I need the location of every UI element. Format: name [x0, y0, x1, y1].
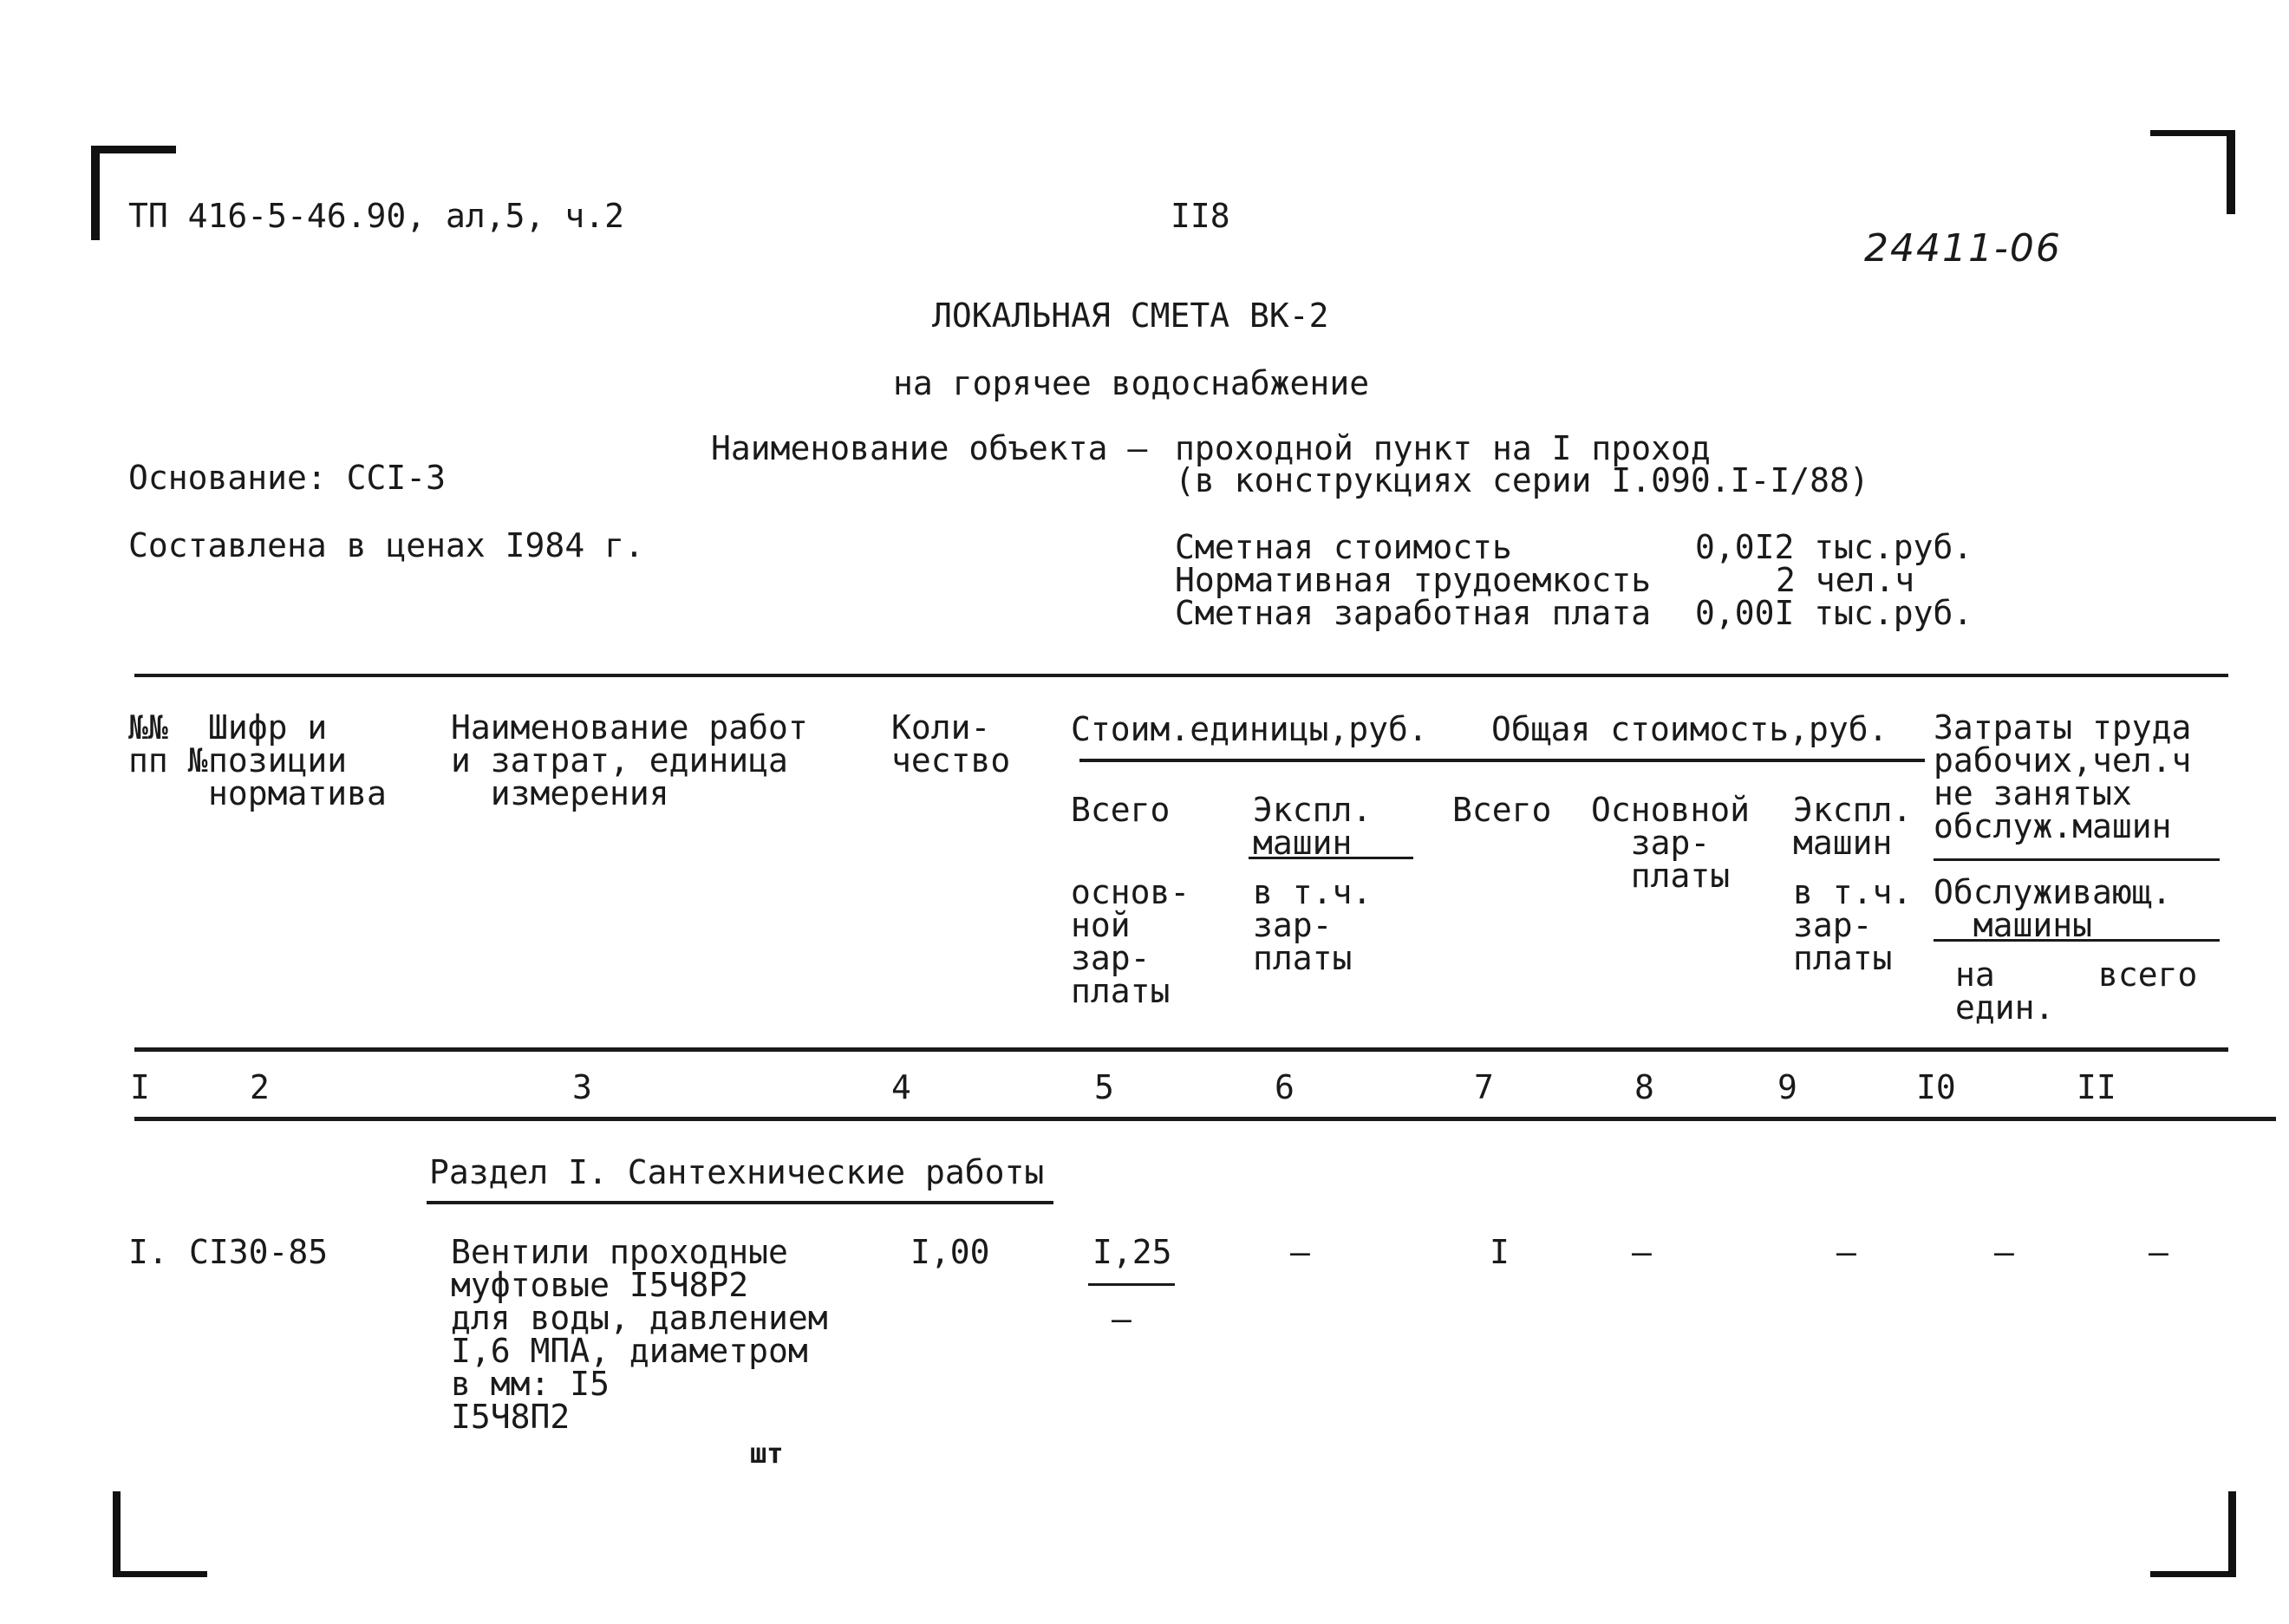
header-col7-total: Всего [1452, 791, 1552, 829]
row-col9: – [1836, 1233, 1856, 1271]
header-col6-incl-wage: в т.ч. зар- платы [1253, 873, 1373, 977]
header-col9-machines: Экспл. машин [1793, 791, 1913, 862]
corner-mark-top-right [2150, 130, 2235, 214]
row-col10: – [1994, 1233, 2014, 1271]
header-col5-base-wage: основ- ной зар- платы [1071, 873, 1190, 1010]
header-row-number: №№ пп № [128, 708, 208, 779]
prices-text: Составлена в ценах I984 г. [128, 526, 644, 564]
header-col10-per-unit: на един. [1955, 955, 2055, 1027]
object-name-line1: проходной пункт на I проход [1175, 429, 1711, 467]
column-number-10: I0 [1916, 1068, 1956, 1106]
header-col6-machines: Экспл. машин [1253, 791, 1373, 862]
column-number-9: 9 [1777, 1068, 1797, 1106]
column-number-1: I [130, 1068, 150, 1106]
document-title: ЛОКАЛЬНАЯ СМЕТА ВК-2 [932, 297, 1329, 335]
labor-intensity-label: Нормативная трудоемкость [1175, 561, 1652, 599]
header-total-cost-group: Общая стоимость,руб. [1491, 710, 1888, 748]
row-col8: – [1632, 1233, 1652, 1271]
row-col5-total: I,25 [1092, 1233, 1172, 1271]
object-name-line2: (в конструкциях серии I.090.I-I/88) [1175, 461, 1869, 499]
section-title: Раздел I. Сантехнические работы [429, 1153, 1045, 1191]
header-unit-cost-group: Стоим.единицы,руб. [1071, 710, 1428, 748]
row-number: I. [128, 1233, 168, 1271]
estimated-wage-label: Сметная заработная плата [1175, 594, 1652, 632]
column-number-4: 4 [891, 1068, 911, 1106]
basis-text: Основание: ССI-3 [128, 459, 447, 497]
estimated-wage-value: 0,00I тыс.руб. [1695, 594, 1973, 632]
column-number-3: 3 [572, 1068, 592, 1106]
row-col6: – [1290, 1233, 1310, 1271]
header-code: Шифр и позиции норматива [208, 708, 387, 812]
column-number-7: 7 [1474, 1068, 1494, 1106]
labor-intensity-value: 2 чел.ч [1776, 561, 1915, 599]
row-unit: шт [750, 1437, 784, 1470]
estimated-cost-value: 0,0I2 тыс.руб. [1695, 528, 1973, 566]
header-bottom-rule [134, 1047, 2228, 1052]
unit-cost-fraction-rule [1088, 1283, 1175, 1286]
page-number: II8 [1171, 197, 1230, 235]
header-work-name: Наименование работ и затрат, единица измерения [451, 708, 808, 812]
unit-cost-group-rule [1079, 759, 1925, 762]
column-number-8: 8 [1634, 1068, 1654, 1106]
header-col11-total: всего [2098, 955, 2198, 994]
row-work-name: Вентили проходные муфтовые I5Ч8Р2 для воды, давлением I,6 МПА, диаметром в мм: I5 I5Ч8П2 [451, 1233, 828, 1436]
document-code: ТП 416-5-46.90, ал,5, ч.2 [128, 197, 624, 235]
header-col9-incl-wage: в т.ч. зар- платы [1793, 873, 1913, 977]
column-numbers-rule [134, 1117, 2276, 1121]
row-code: СI30-85 [189, 1233, 329, 1271]
row-col5-base-wage: – [1112, 1300, 1131, 1338]
row-col7: I [1490, 1233, 1510, 1271]
archive-number: 24411-06 [1864, 226, 2062, 271]
estimated-cost-label: Сметная стоимость [1175, 528, 1512, 566]
object-label: Наименование объекта – [711, 429, 1148, 467]
document-subtitle: на горячее водоснабжение [893, 364, 1370, 402]
column-number-2: 2 [250, 1068, 270, 1106]
header-quantity: Коли- чество [891, 708, 1011, 779]
labor-group-rule [1934, 858, 2220, 861]
row-col11: – [2149, 1233, 2168, 1271]
header-machines-group: Обслуживающ. машины [1934, 873, 2172, 944]
corner-mark-bottom-left [113, 1491, 207, 1577]
column-number-5: 5 [1094, 1068, 1114, 1106]
corner-mark-bottom-right [2150, 1491, 2236, 1577]
header-col5-total: Всего [1071, 791, 1171, 829]
table-top-rule [134, 674, 2228, 677]
section-title-underline [427, 1201, 1053, 1204]
header-labor-group: Затраты труда рабочих,чел.ч не занятых обслуж.машин [1934, 708, 2192, 845]
header-col8-base-wage: Основной зар- платы [1591, 791, 1751, 895]
column-number-11: II [2077, 1068, 2116, 1106]
row-quantity: I,00 [910, 1233, 990, 1271]
column-number-6: 6 [1275, 1068, 1294, 1106]
